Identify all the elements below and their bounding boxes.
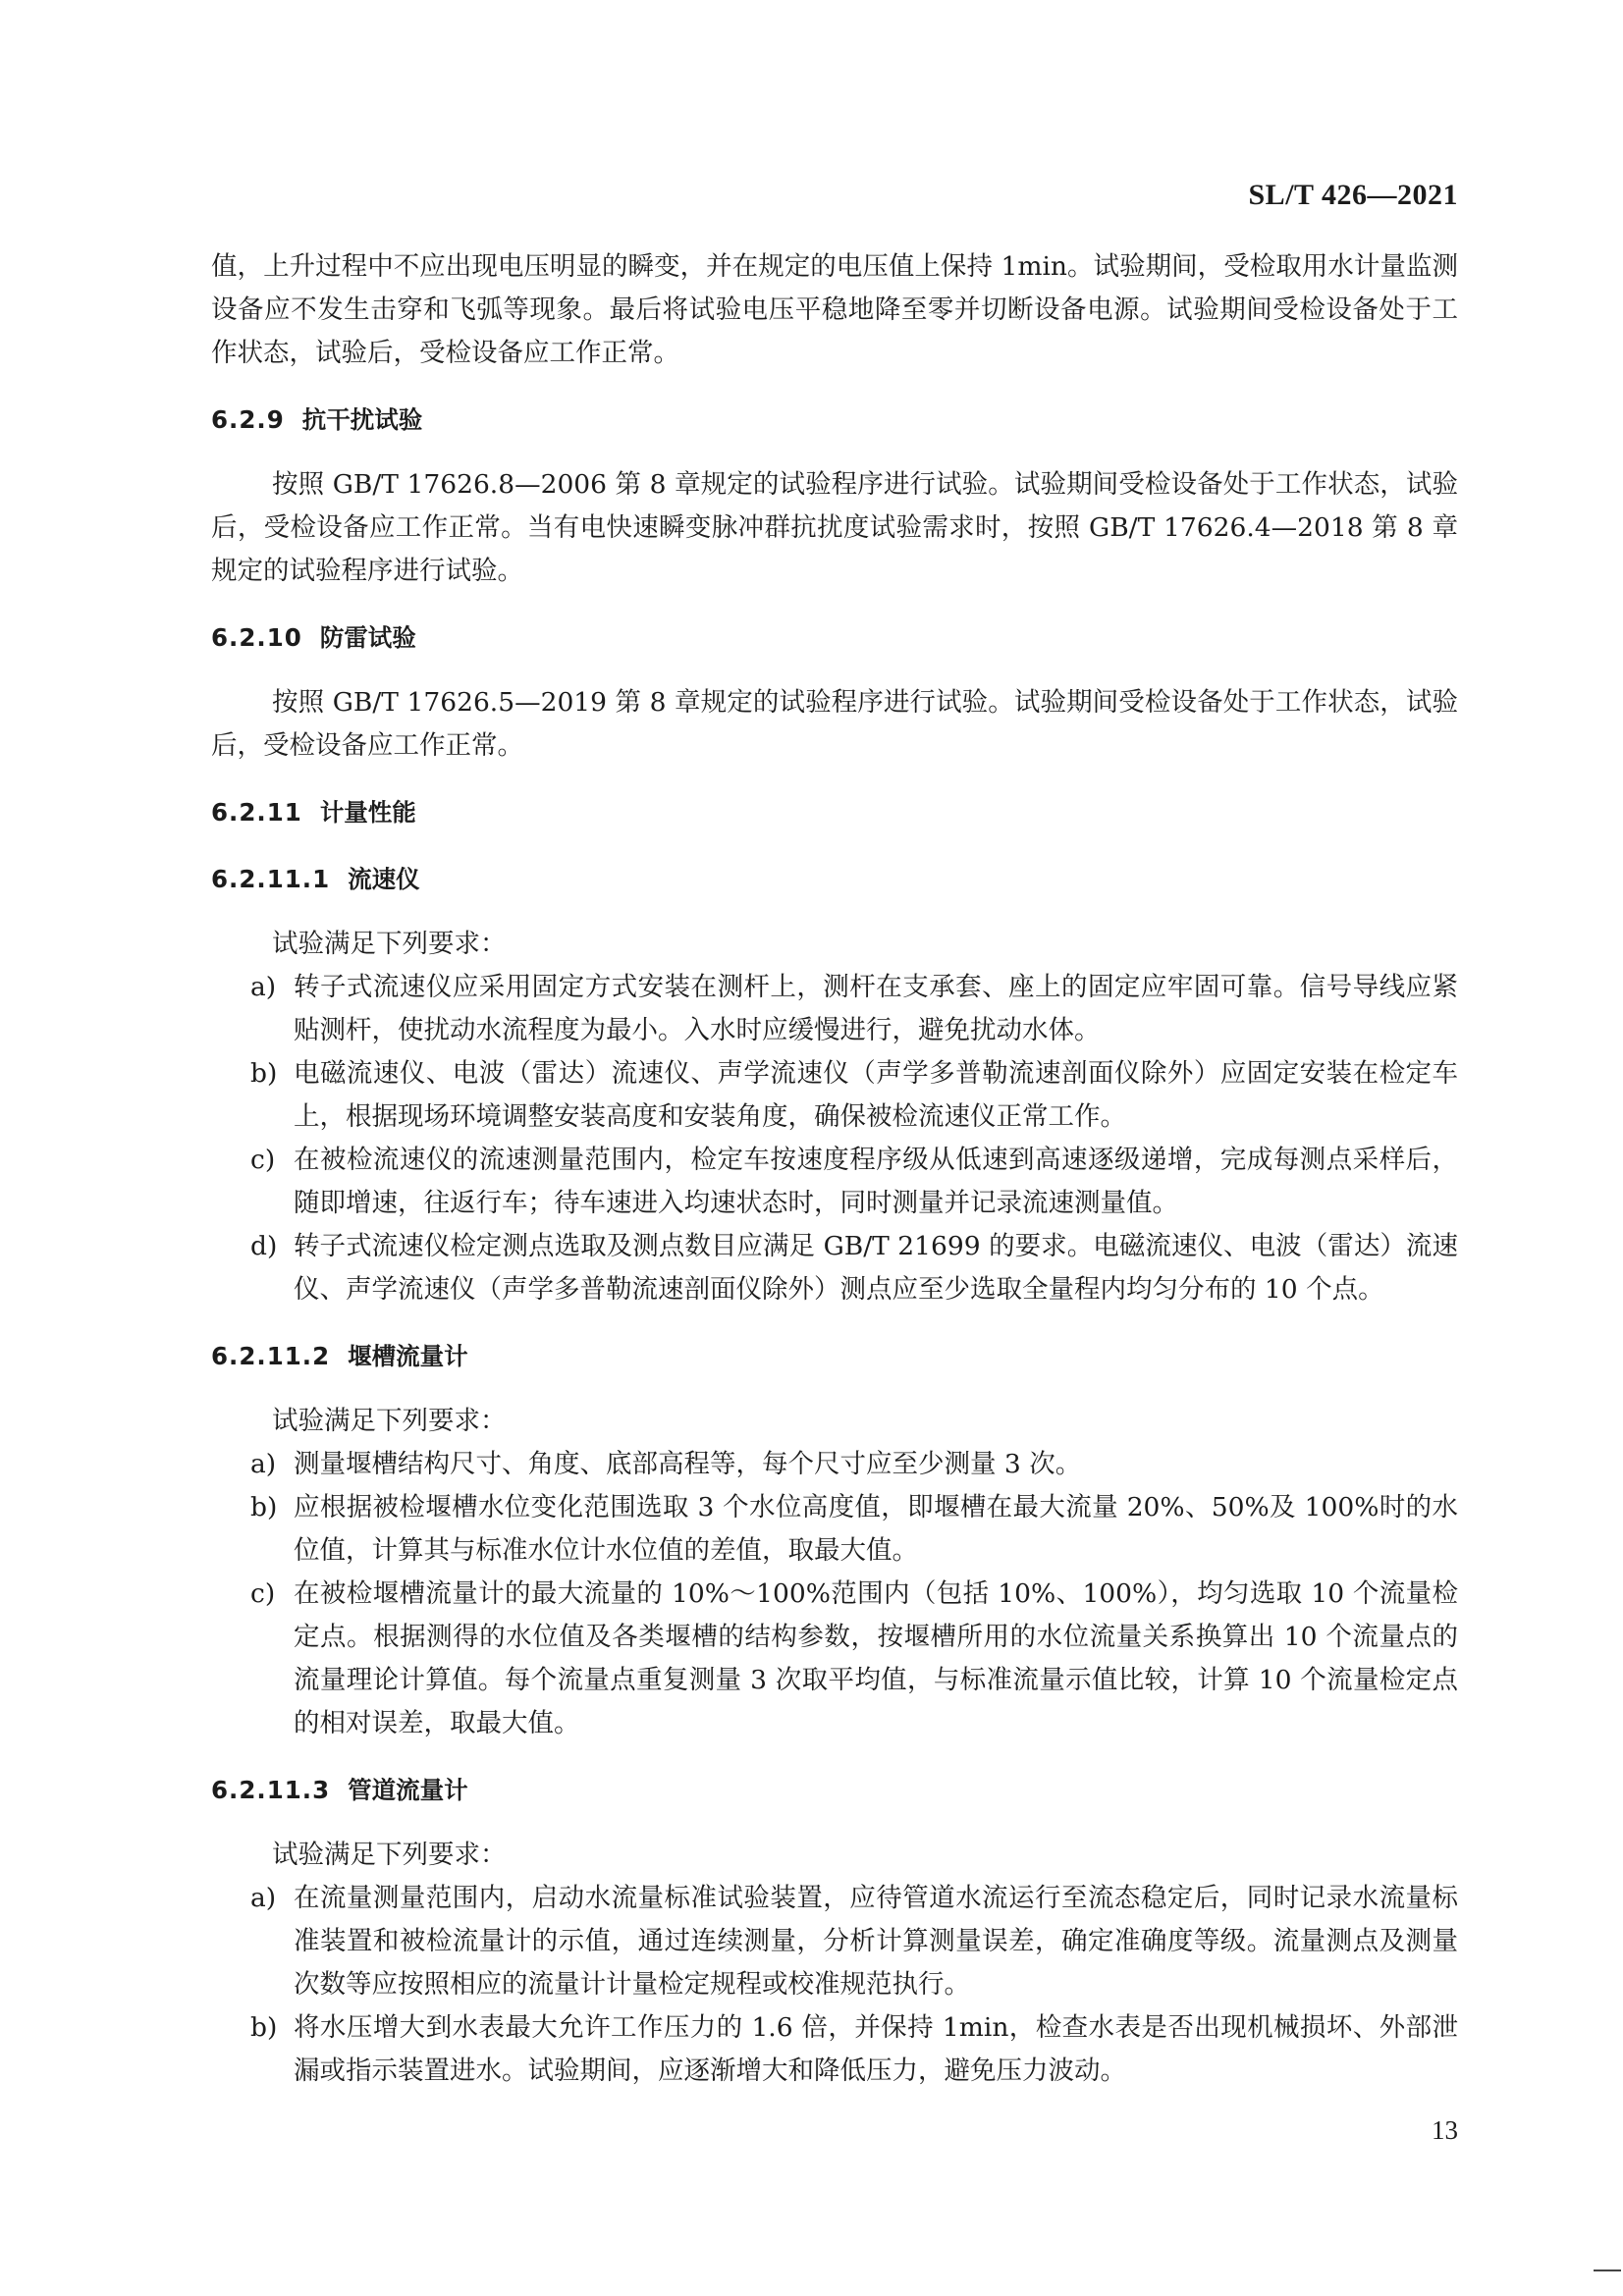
list-marker: a) [250,972,277,1002]
list-marker: c) [250,1145,276,1175]
list-item-text: 转子式流速仪应采用固定方式安装在测杆上，测杆在支承套、座上的固定应牢固可靠。信号导线应紧贴测杆，使扰动水流程度为最小。入水时应缓慢进行，避免扰动水体。 [294,972,1458,1045]
paragraph: 值，上升过程中不应出现电压明显的瞬变，并在规定的电压值上保持 1min。试验期间，受检取用水计量监测设备应不发生击穿和飞弧等现象。最后将试验电压平稳地降至零并切断设备电源。试验期间受检设备处于工作状态，试验后，受检设备应工作正常。 [211,251,1458,368]
section-heading [211,399,1458,442]
requirements-intro: 试验满足下列要求： [272,929,507,959]
list-item [211,1225,1458,1311]
list-item-text: 在被检堰槽流量计的最大流量的 10%～100%范围内（包括 10%、100%），均匀选取 10 个流量检定点。根据测得的水位值及各类堰槽的结构参数，按堰槽所用的水位流量关系换算出 10 个流量点的流量理论计算值。每个流量点重复测量 3 次取平均值，与标准流量示值比较，计算 10 个流量检定点的相对误差，取最大值。 [294,1578,1458,1738]
list-item-text: 测量堰槽结构尺寸、角度、底部高程等，每个尺寸应至少测量 3 次。 [294,1449,1082,1479]
section-number: 6.2.9 [211,405,285,434]
subsection-heading [211,858,1458,901]
section-title: 抗干扰试验 [301,405,423,434]
page-content [211,245,1458,2093]
list-marker: b) [250,1492,278,1522]
section-title: 管道流量计 [348,1776,468,1804]
list-item-text: 在被检流速仪的流速测量范围内，检定车按速度程序级从低速到高速逐级递增，完成每测点采样后，随即增速，往返行车；待车速进入均速状态时，同时测量并记录流速测量值。 [294,1145,1458,1218]
section-title: 计量性能 [319,798,416,827]
requirements-intro: 试验满足下列要求： [272,1840,507,1870]
list-marker: b) [250,2012,278,2043]
list-item-text: 电磁流速仪、电波（雷达）流速仪、声学流速仪（声学多普勒流速剖面仪除外）应固定安装在检定车上，根据现场环境调整安装高度和安装角度，确保被检流速仪正常工作。 [294,1058,1458,1132]
section-heading [211,616,1458,660]
list-item [211,1486,1458,1573]
list-marker: d) [250,1231,278,1261]
list-item [211,1139,1458,1225]
paragraph: 按照 GB/T 17626.8—2006 第 8 章规定的试验程序进行试验。试验期间受检设备处于工作状态，试验后，受检设备应工作正常。当有电快速瞬变脉冲群抗扰度试验需求时，按照 GB/T 17626.4—2018 第 8 章规定的试验程序进行试验。 [211,469,1458,586]
list-item-text: 应根据被检堰槽水位变化范围选取 3 个水位高度值，即堰槽在最大流量 20%、50%及 100%时的水位值，计算其与标准水位计水位值的差值，取最大值。 [294,1492,1458,1566]
section-heading [211,791,1458,834]
list-item [211,966,1458,1052]
list-item [211,1573,1458,1745]
paragraph: 按照 GB/T 17626.5—2019 第 8 章规定的试验程序进行试验。试验期间受检设备处于工作状态，试验后，受检设备应工作正常。 [211,687,1458,761]
section-number: 6.2.11.3 [211,1776,331,1804]
edge-mark [1594,2269,1621,2271]
section-number: 6.2.11.1 [211,865,331,893]
section-title: 流速仪 [348,865,420,893]
list-marker: a) [250,1883,277,1913]
list-item-text: 转子式流速仪检定测点选取及测点数目应满足 GB/T 21699 的要求。电磁流速仪、电波（雷达）流速仪、声学流速仪（声学多普勒流速剖面仪除外）测点应至少选取全量程内均匀分布的 10 个点。 [294,1231,1458,1305]
list-item [211,2006,1458,2093]
section-title: 堰槽流量计 [348,1342,468,1370]
list-item [211,1052,1458,1139]
list-marker: a) [250,1449,277,1479]
section-title: 防雷试验 [319,623,416,652]
section-number: 6.2.10 [211,623,302,652]
subsection-heading [211,1335,1458,1378]
section-number: 6.2.11.2 [211,1342,331,1370]
list-marker: b) [250,1058,278,1089]
requirements-intro: 试验满足下列要求： [272,1406,507,1436]
list-item-text: 将水压增大到水表最大允许工作压力的 1.6 倍，并保持 1min，检查水表是否出现机械损坏、外部泄漏或指示装置进水。试验期间，应逐渐增大和降低压力，避免压力波动。 [294,2012,1458,2086]
list-marker: c) [250,1578,276,1609]
subsection-heading [211,1769,1458,1812]
section-number: 6.2.11 [211,798,302,827]
list-item-text: 在流量测量范围内，启动水流量标准试验装置，应待管道水流运行至流态稳定后，同时记录水流量标准装置和被检流量计的示值，通过连续测量，分析计算测量误差，确定准确度等级。流量测点及测量次数等应按照相应的流量计计量检定规程或校准规范执行。 [294,1883,1458,2000]
list-item [211,1877,1458,2006]
document-code: SL/T 426—2021 [1248,179,1458,211]
page-number: 13 [1432,2115,1458,2145]
list-item [211,1443,1458,1486]
